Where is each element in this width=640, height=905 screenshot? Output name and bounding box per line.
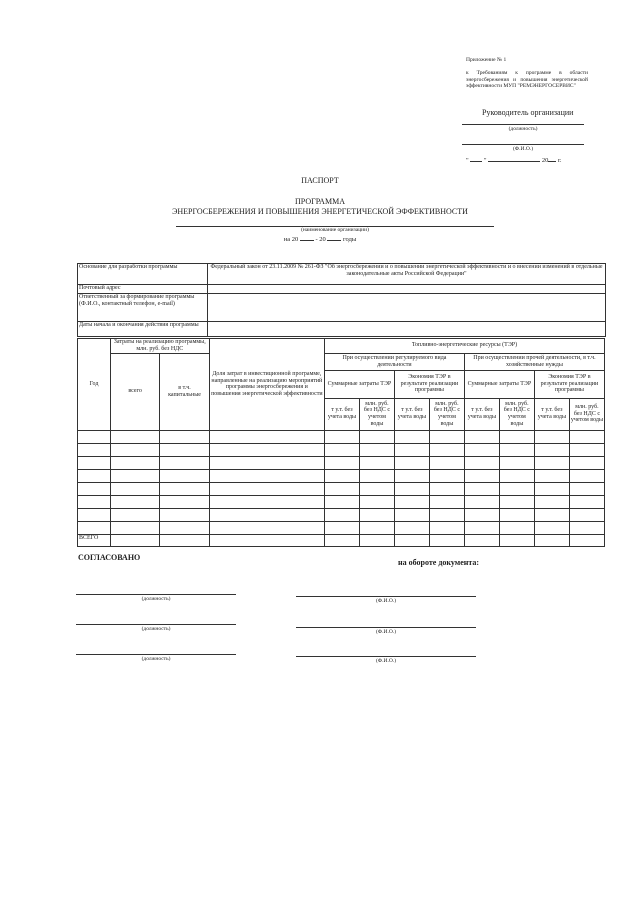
signature-name-line bbox=[296, 656, 476, 657]
table-row bbox=[78, 469, 605, 482]
signature-name-line bbox=[296, 627, 476, 628]
position-line bbox=[462, 124, 584, 125]
unit-money: млн. руб. без НДС с учетом воды bbox=[499, 398, 534, 430]
total-row-label: ВСЕГО bbox=[78, 534, 111, 546]
signature-name-caption: (Ф.И.О.) bbox=[375, 598, 397, 604]
signature-position-caption: (должность) bbox=[141, 626, 171, 632]
program-subtitle: ЭНЕРГОСБЕРЕЖЕНИЯ И ПОВЫШЕНИЯ ЭНЕРГЕТИЧЕСКОЙ ЭФФЕКТИВНОСТИ bbox=[172, 207, 468, 216]
info-label: Даты начала и окончания действия программы bbox=[78, 322, 208, 337]
info-label: Основание для разработки программы bbox=[78, 264, 208, 285]
position-caption: (должность) bbox=[508, 126, 538, 132]
costs-header: Затраты на реализацию программы, млн. руб. без НДС bbox=[110, 339, 209, 354]
info-value bbox=[208, 294, 606, 322]
annex-title: Приложение № 1 bbox=[466, 57, 507, 63]
info-label: Ответственный за формирование программы (Ф.И.О., контактный телефон, e-mail) bbox=[78, 294, 208, 322]
summary-costs-header: Суммарные затраты ТЭР bbox=[464, 370, 534, 398]
unit-fuel: т у.т. без учета воды bbox=[464, 398, 499, 430]
org-caption: (наименование организации) bbox=[301, 227, 369, 233]
summary-costs-header: Суммарные затраты ТЭР bbox=[324, 370, 394, 398]
unit-money: млн. руб. без НДС с учетом воды bbox=[359, 398, 394, 430]
ter-table bbox=[77, 338, 605, 547]
table-row bbox=[78, 521, 605, 534]
other-header: При осуществлении прочей деятельности, в т.ч. хозяйственные нужды bbox=[464, 353, 604, 370]
signature-name-line bbox=[296, 596, 476, 597]
info-row bbox=[78, 322, 606, 337]
table-row bbox=[78, 482, 605, 495]
investment-share-header: Доля затрат в инвестиционной программе, направленные на реализацию мероприятий программы энергосбережения и повышения энергетической эффективности bbox=[209, 339, 324, 431]
signature-position-caption: (должность) bbox=[141, 596, 171, 602]
date-line bbox=[466, 157, 586, 165]
program-title: ПРОГРАММА bbox=[295, 197, 345, 206]
period-line bbox=[0, 236, 640, 244]
info-value bbox=[208, 285, 606, 294]
signature-position-line bbox=[76, 594, 236, 595]
info-row bbox=[78, 264, 606, 285]
passport-title: ПАСПОРТ bbox=[301, 176, 339, 185]
agreed-reverse: на обороте документа: bbox=[398, 558, 480, 567]
signature-name-caption: (Ф.И.О.) bbox=[375, 658, 397, 664]
unit-fuel: т у.т. без учета воды bbox=[394, 398, 429, 430]
table-row bbox=[78, 456, 605, 469]
annex-body: к Требованиям к программе в области энергосбережения и повышения энергетической эффективности МУП "РЕМЭНЕРГОСЕРВИС" bbox=[466, 70, 588, 89]
unit-fuel: т у.т. без учета воды bbox=[324, 398, 359, 430]
info-value: Федеральный закон от 23.11.2009 № 261-ФЗ "Об энергосбережении и о повышении энергетической эффективности и о внесении изменений в отдельные законодательные акты Российской Федерации" bbox=[208, 264, 606, 285]
date-quote-open: " bbox=[466, 157, 469, 164]
agreed-title: СОГЛАСОВАНО bbox=[78, 553, 141, 562]
table-row bbox=[78, 430, 605, 443]
savings-header: Экономия ТЭР в результате реализации программы bbox=[534, 370, 604, 398]
ter-header: Топливно-энергетические ресурсы (ТЭР) bbox=[324, 339, 604, 354]
signature-position-caption: (должность) bbox=[141, 656, 171, 662]
capital-header: в т.ч. капитальные bbox=[160, 353, 209, 430]
signature-name-caption: (Ф.И.О.) bbox=[375, 629, 397, 635]
period-suffix: годы bbox=[343, 236, 357, 243]
unit-money: млн. руб. без НДС с учетом воды bbox=[569, 398, 604, 430]
info-label: Почтовый адрес bbox=[78, 285, 208, 294]
unit-money: млн. руб. без НДС с учетом воды bbox=[429, 398, 464, 430]
name-line bbox=[462, 144, 584, 145]
name-caption: (Ф.И.О.) bbox=[512, 146, 534, 152]
approval-head: Руководитель организации bbox=[482, 108, 574, 117]
info-row bbox=[78, 285, 606, 294]
signature-position-line bbox=[76, 654, 236, 655]
signature-position-line bbox=[76, 624, 236, 625]
total-header: всего bbox=[110, 353, 159, 430]
table-row bbox=[78, 443, 605, 456]
period-dash: - 20 bbox=[315, 236, 326, 243]
year-header: Год bbox=[78, 339, 111, 431]
info-row bbox=[78, 294, 606, 322]
date-quote-close: " bbox=[483, 157, 487, 164]
total-row bbox=[78, 534, 605, 546]
info-value bbox=[208, 322, 606, 337]
date-year: 20 bbox=[541, 157, 549, 164]
savings-header: Экономия ТЭР в результате реализации программы bbox=[394, 370, 464, 398]
regulated-header: При осуществлении регулируемого вида деятельности bbox=[324, 353, 464, 370]
table-row bbox=[78, 495, 605, 508]
table-row bbox=[78, 508, 605, 521]
date-suffix: г. bbox=[557, 157, 562, 164]
period-prefix: на 20 bbox=[283, 236, 299, 243]
info-table bbox=[77, 263, 606, 337]
unit-fuel: т у.т. без учета воды bbox=[534, 398, 569, 430]
